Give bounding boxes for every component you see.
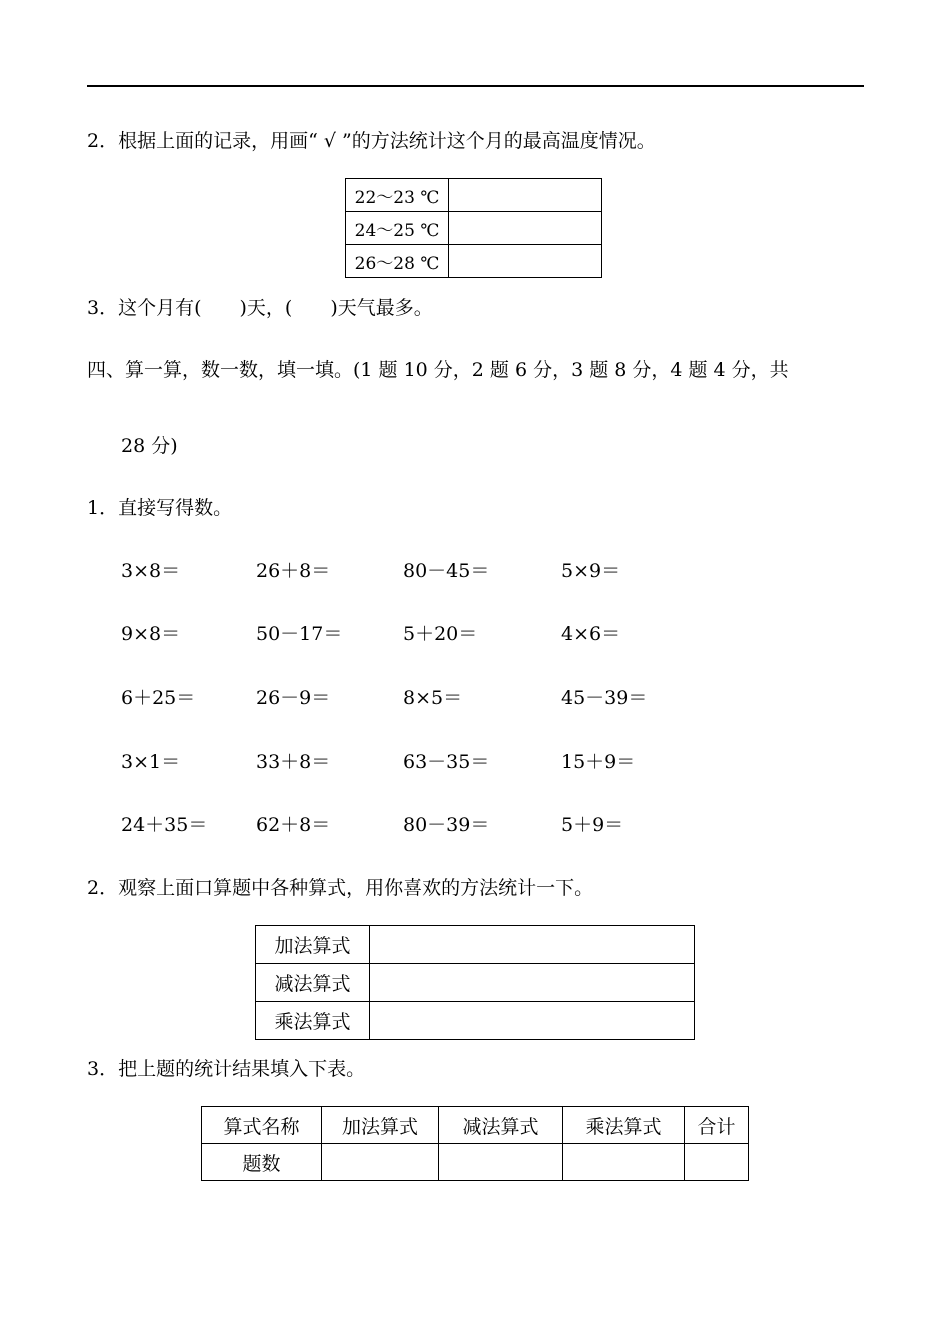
- question-number: 3．: [87, 1058, 119, 1080]
- column-header: 合计: [685, 1107, 749, 1144]
- tally-cell[interactable]: [370, 1002, 695, 1040]
- formula-tally-table: [255, 925, 695, 1040]
- table-row: [202, 1144, 749, 1181]
- calculation-item: 45－39＝: [561, 687, 648, 709]
- table-row: [346, 179, 602, 212]
- column-header: 算式名称: [202, 1107, 322, 1144]
- question-text: 观察上面口算题中各种算式，用你喜欢的方法统计一下。: [118, 877, 594, 899]
- answer-cell[interactable]: [439, 1144, 563, 1181]
- formula-type-label: 加法算式: [256, 926, 370, 964]
- question-text: 这个月有( )天，( )天气最多。: [118, 297, 433, 319]
- calculation-item: 50－17＝: [256, 623, 343, 645]
- calculation-item: 26＋8＝: [256, 560, 331, 582]
- temperature-range-label: 22～23 ℃: [346, 179, 449, 212]
- question-number: 2．: [87, 130, 119, 152]
- result-table: [201, 1106, 749, 1181]
- top-rule: [87, 85, 864, 87]
- table-row: [256, 964, 695, 1002]
- question-text: 直接写得数。: [118, 497, 233, 519]
- section-4-question-1: [87, 496, 232, 520]
- formula-type-label: 减法算式: [256, 964, 370, 1002]
- section-4-title: 四、算一算，数一数，填一填。(1 题 10 分，2 题 6 分，3 题 8 分，4 题 4 分，共: [87, 359, 789, 381]
- section-4-title-continued: 28 分): [121, 435, 178, 457]
- section-4-question-2: [87, 876, 593, 900]
- calculation-item: 4×6＝: [561, 623, 621, 645]
- section-4-question-3: [87, 1057, 365, 1081]
- question-text: 根据上面的记录，用画“ √ ”的方法统计这个月的最高温度情况。: [118, 130, 656, 152]
- calculation-item: 9×8＝: [121, 623, 181, 645]
- column-header: 加法算式: [322, 1107, 439, 1144]
- calculation-item: 5×9＝: [561, 560, 621, 582]
- calculation-item: 8×5＝: [403, 687, 463, 709]
- question-3-days: [87, 296, 433, 320]
- calculation-item: 5＋9＝: [561, 814, 624, 836]
- table-row: [256, 1002, 695, 1040]
- question-number: 2．: [87, 877, 119, 899]
- question-number: 1．: [87, 497, 119, 519]
- column-header: 乘法算式: [563, 1107, 685, 1144]
- table-header-row: [202, 1107, 749, 1144]
- answer-cell[interactable]: [563, 1144, 685, 1181]
- calculation-item: 3×1＝: [121, 751, 181, 773]
- temperature-table: [345, 178, 602, 278]
- tally-cell[interactable]: [449, 245, 602, 278]
- answer-cell[interactable]: [322, 1144, 439, 1181]
- formula-type-label: 乘法算式: [256, 1002, 370, 1040]
- calculation-item: 26－9＝: [256, 687, 331, 709]
- calculation-item: 33＋8＝: [256, 751, 331, 773]
- table-row: [346, 212, 602, 245]
- tally-cell[interactable]: [449, 179, 602, 212]
- calculation-item: 80－39＝: [403, 814, 490, 836]
- calculation-item: 15＋9＝: [561, 751, 636, 773]
- tally-cell[interactable]: [370, 926, 695, 964]
- calculation-item: 5＋20＝: [403, 623, 478, 645]
- question-2-temperature: [87, 129, 656, 153]
- table-row: [346, 245, 602, 278]
- column-header: 减法算式: [439, 1107, 563, 1144]
- temperature-range-label: 24～25 ℃: [346, 212, 449, 245]
- calculation-item: 6＋25＝: [121, 687, 196, 709]
- answer-cell[interactable]: [685, 1144, 749, 1181]
- calculation-item: 63－35＝: [403, 751, 490, 773]
- calculation-item: 62＋8＝: [256, 814, 331, 836]
- table-row: [256, 926, 695, 964]
- row-label: 题数: [202, 1144, 322, 1181]
- calculation-item: 3×8＝: [121, 560, 181, 582]
- calculation-item: 24＋35＝: [121, 814, 208, 836]
- tally-cell[interactable]: [449, 212, 602, 245]
- calculation-item: 80－45＝: [403, 560, 490, 582]
- question-text: 把上题的统计结果填入下表。: [118, 1058, 366, 1080]
- temperature-range-label: 26～28 ℃: [346, 245, 449, 278]
- tally-cell[interactable]: [370, 964, 695, 1002]
- question-number: 3．: [87, 297, 119, 319]
